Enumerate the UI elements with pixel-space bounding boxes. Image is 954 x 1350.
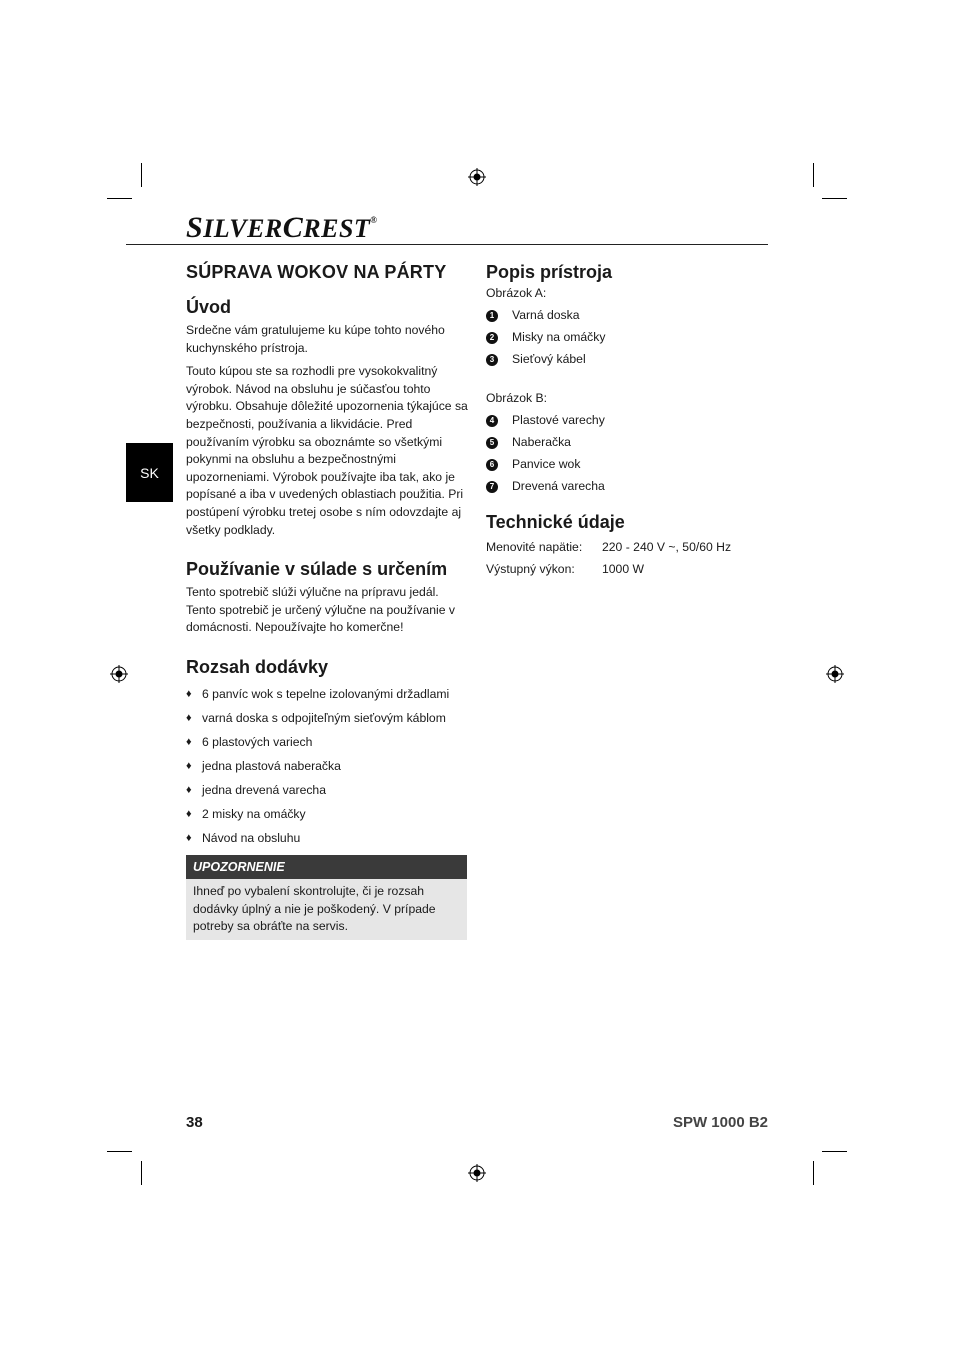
figure-b-parts xyxy=(486,412,768,495)
list-item xyxy=(186,734,468,751)
crop-mark xyxy=(813,1161,814,1185)
spec-row xyxy=(486,539,768,556)
number-badge-icon: 5 xyxy=(486,437,498,449)
brand-logo xyxy=(186,211,378,245)
list-item-text: jedna plastová naberačka xyxy=(202,758,341,773)
number-badge-icon: 6 xyxy=(486,459,498,471)
part-item xyxy=(486,456,768,473)
page-title: SÚPRAVA WOKOV NA PÁRTY xyxy=(186,262,447,282)
intro-paragraph: Srdečne vám gratulujeme ku kúpe tohto nového kuchynského prístroja. xyxy=(186,323,445,355)
figure-b-label: Obrázok B: xyxy=(486,391,547,405)
crop-mark xyxy=(813,163,814,187)
crop-mark xyxy=(822,198,847,199)
part-item xyxy=(486,351,768,368)
diamond-bullet-icon: ♦ xyxy=(186,807,192,820)
notice-title: UPOZORNENIE xyxy=(186,855,467,879)
intended-use-paragraph: Tento spotrebič slúži výlučne na prípravu jedál. Tento spotrebič je určený výlučne na používanie v domácnosti. Nepoužívajte ho komerčne! xyxy=(186,585,455,635)
list-item-text: 6 panvíc wok s tepelne izolovanými držadlami xyxy=(202,686,450,701)
number-badge-icon: 2 xyxy=(486,332,498,344)
registration-target-icon xyxy=(468,168,486,186)
section-heading-scope: Rozsah dodávky xyxy=(186,656,329,677)
right-column xyxy=(486,262,768,583)
language-tab-label: SK xyxy=(140,464,159,481)
notice-box xyxy=(186,855,467,940)
brand-letter: S xyxy=(186,211,204,244)
section-heading-intended-use: Používanie v súlade s určením xyxy=(186,559,448,580)
list-item xyxy=(186,686,468,703)
registration-target-icon xyxy=(468,1164,486,1182)
list-item-text: 2 misky na omáčky xyxy=(202,806,306,821)
part-label: Panvice wok xyxy=(512,457,581,471)
list-item xyxy=(186,806,468,823)
list-item-text: jedna drevená varecha xyxy=(202,782,326,797)
part-item xyxy=(486,434,768,451)
diamond-bullet-icon: ♦ xyxy=(186,735,192,748)
registered-mark: ® xyxy=(370,215,378,225)
number-badge-icon: 4 xyxy=(486,415,498,427)
crop-mark xyxy=(107,1151,132,1152)
number-badge-icon: 3 xyxy=(486,354,498,366)
part-label: Naberačka xyxy=(512,435,571,449)
registration-target-icon xyxy=(110,665,128,683)
part-item xyxy=(486,329,768,346)
list-item-text: varná doska s odpojiteľným sieťovým káblom xyxy=(202,710,446,725)
diamond-bullet-icon: ♦ xyxy=(186,831,192,844)
figure-a-label: Obrázok A: xyxy=(486,286,547,300)
crop-mark xyxy=(107,198,132,199)
list-item xyxy=(186,830,468,847)
language-tab xyxy=(126,443,173,502)
list-item xyxy=(186,710,468,727)
left-column xyxy=(186,262,468,940)
part-item xyxy=(486,412,768,429)
section-heading-description: Popis prístroja xyxy=(486,262,613,282)
diamond-bullet-icon: ♦ xyxy=(186,759,192,772)
list-item-text: Návod na obsluhu xyxy=(202,830,301,845)
number-badge-icon: 7 xyxy=(486,481,498,493)
part-label: Sieťový kábel xyxy=(512,352,586,366)
brand-letters: REST xyxy=(303,214,371,243)
brand-letters: ILVER xyxy=(203,214,283,243)
part-label: Plastové varechy xyxy=(512,413,605,427)
registration-target-icon xyxy=(826,665,844,683)
list-item-text: 6 plastových variech xyxy=(202,734,313,749)
part-item xyxy=(486,478,768,495)
part-label: Drevená varecha xyxy=(512,479,605,493)
intro-paragraph: Touto kúpou ste sa rozhodli pre vysokokvalitný výrobok. Návod na obsluhu je súčasťou tohto výrobku. Obsahuje dôležité upozornenia týkajúce sa bezpečnosti, používania a likvidácie. Pred používaním výrobku sa oboznámte so všetkými pokynmi na obsluhu a bezpečnostnými upozorneniami. Výrobok používajte iba tak, ako je popísané a iba v uvedených oblastiach použitia. Pri postúpení výrobku tretej osobe s ním odovzdajte aj všetky podklady. xyxy=(186,364,468,537)
brand-letter: C xyxy=(282,211,304,244)
number-badge-icon: 1 xyxy=(486,310,498,322)
section-heading-technical: Technické údaje xyxy=(486,512,625,532)
scope-list xyxy=(186,686,468,847)
page-number: 38 xyxy=(186,1114,203,1131)
header-divider xyxy=(126,244,768,245)
crop-mark xyxy=(141,163,142,187)
spec-key: Výstupný výkon: xyxy=(486,562,575,576)
part-label: Varná doska xyxy=(512,308,580,322)
part-label: Misky na omáčky xyxy=(512,330,606,344)
crop-mark xyxy=(822,1151,847,1152)
spec-key: Menovité napätie: xyxy=(486,540,583,554)
notice-text: Ihneď po vybalení skontrolujte, či je rozsah dodávky úplný a nie je poškodený. V prípade potreby sa obráťte na servis. xyxy=(186,879,467,940)
spec-row xyxy=(486,561,768,578)
spec-value: 1000 W xyxy=(602,562,645,576)
spec-value: 220 - 240 V ~, 50/60 Hz xyxy=(602,540,732,554)
part-item xyxy=(486,307,768,324)
list-item xyxy=(186,782,468,799)
diamond-bullet-icon: ♦ xyxy=(186,711,192,724)
model-number: SPW 1000 B2 xyxy=(672,1114,768,1131)
section-heading-intro: Úvod xyxy=(186,297,231,317)
crop-mark xyxy=(141,1161,142,1185)
figure-a-parts xyxy=(486,307,768,368)
list-item xyxy=(186,758,468,775)
diamond-bullet-icon: ♦ xyxy=(186,783,192,796)
diamond-bullet-icon: ♦ xyxy=(186,687,192,700)
